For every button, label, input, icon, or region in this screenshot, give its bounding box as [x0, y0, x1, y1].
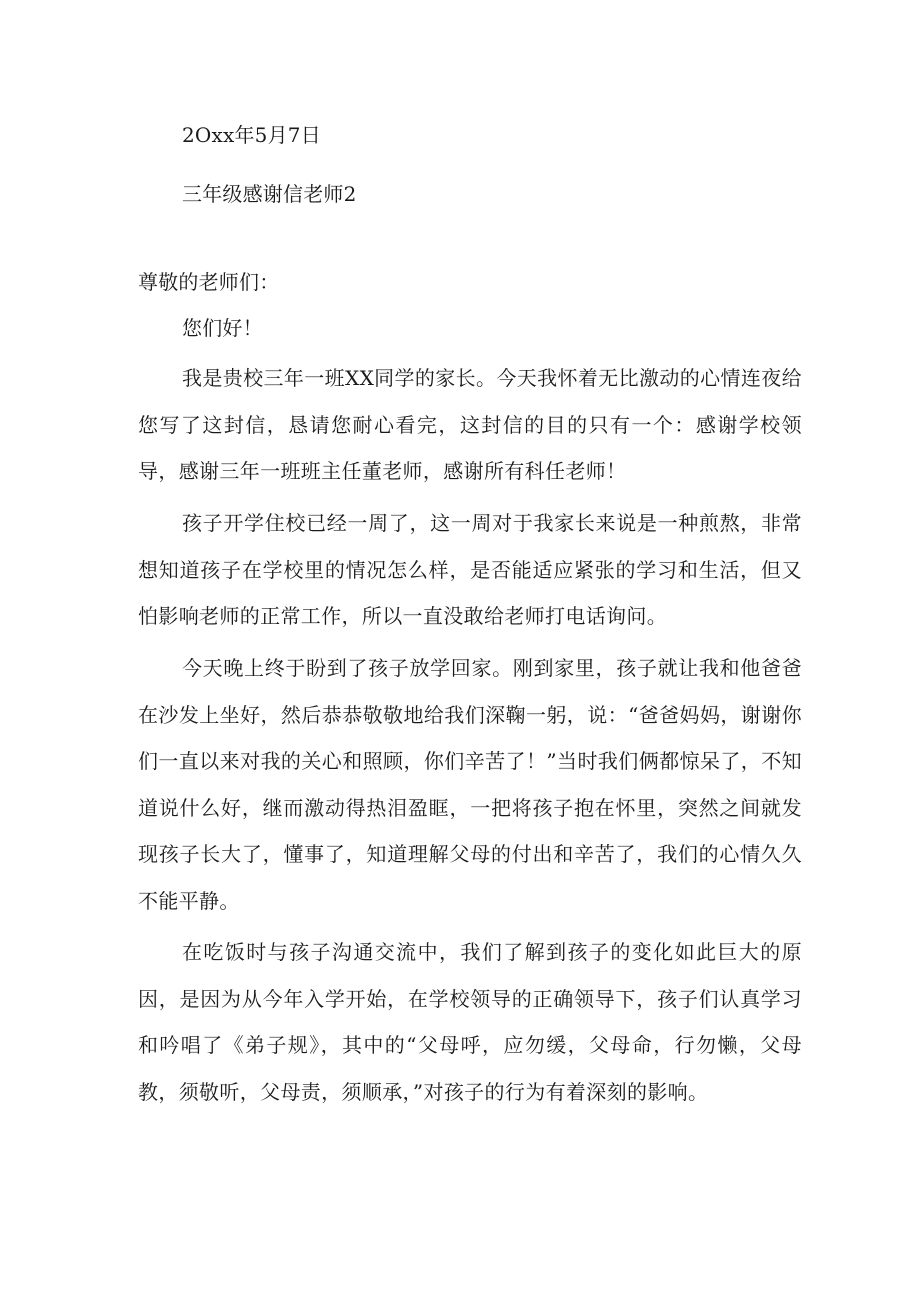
letter-paragraph-2: 孩子开学住校已经一周了，这一周对于我家长来说是一种煎熬，非常想知道孩子在学校里的情况怎么样，是否能适应紧张的学习和生活，但又怕影响老师的正常工作，所以一直没敢给老师打电话询问。 — [138, 511, 802, 628]
letter-title: 三年级感谢信老师2 — [182, 182, 357, 206]
letter-paragraph-3: 今天晚上终于盼到了孩子放学回家。刚到家里，孩子就让我和他爸爸在沙发上坐好，然后恭恭敬敬地给我们深鞠一躬，说：“爸爸妈妈，谢谢你们一直以来对我的关心和照顾，你们辛苦了！”当时我们俩都惊呆了，不知道说什么好，继而激动得热泪盈眶，一把将孩子抱在怀里，突然之间就发现孩子长大了，懂事了，知道理解父母的付出和辛苦了，我们的心情久久不能平静。 — [138, 656, 802, 913]
letter-greeting: 您们好！ — [182, 316, 263, 340]
letter-date: 2Oxx年5月7日 — [182, 123, 321, 147]
letter-paragraph-4: 在吃饭时与孩子沟通交流中，我们了解到孩子的变化如此巨大的原因，是因为从今年入学开始，在学校领导的正确领导下，孩子们认真学习和吟唱了《弟子规》，其中的“父母呼，应勿缓，父母命，行勿懒，父母教，须敬听，父母责，须顺承，”对孩子的行为有着深刻的影响。 — [138, 940, 802, 1104]
letter-salutation: 尊敬的老师们： — [138, 270, 280, 294]
letter-paragraph-1: 我是贵校三年一班XX同学的家长。今天我怀着无比激动的心情连夜给您写了这封信，恳请您耐心看完，这封信的目的只有一个：感谢学校领导，感谢三年一班班主任董老师，感谢所有科任老师！ — [138, 366, 802, 483]
